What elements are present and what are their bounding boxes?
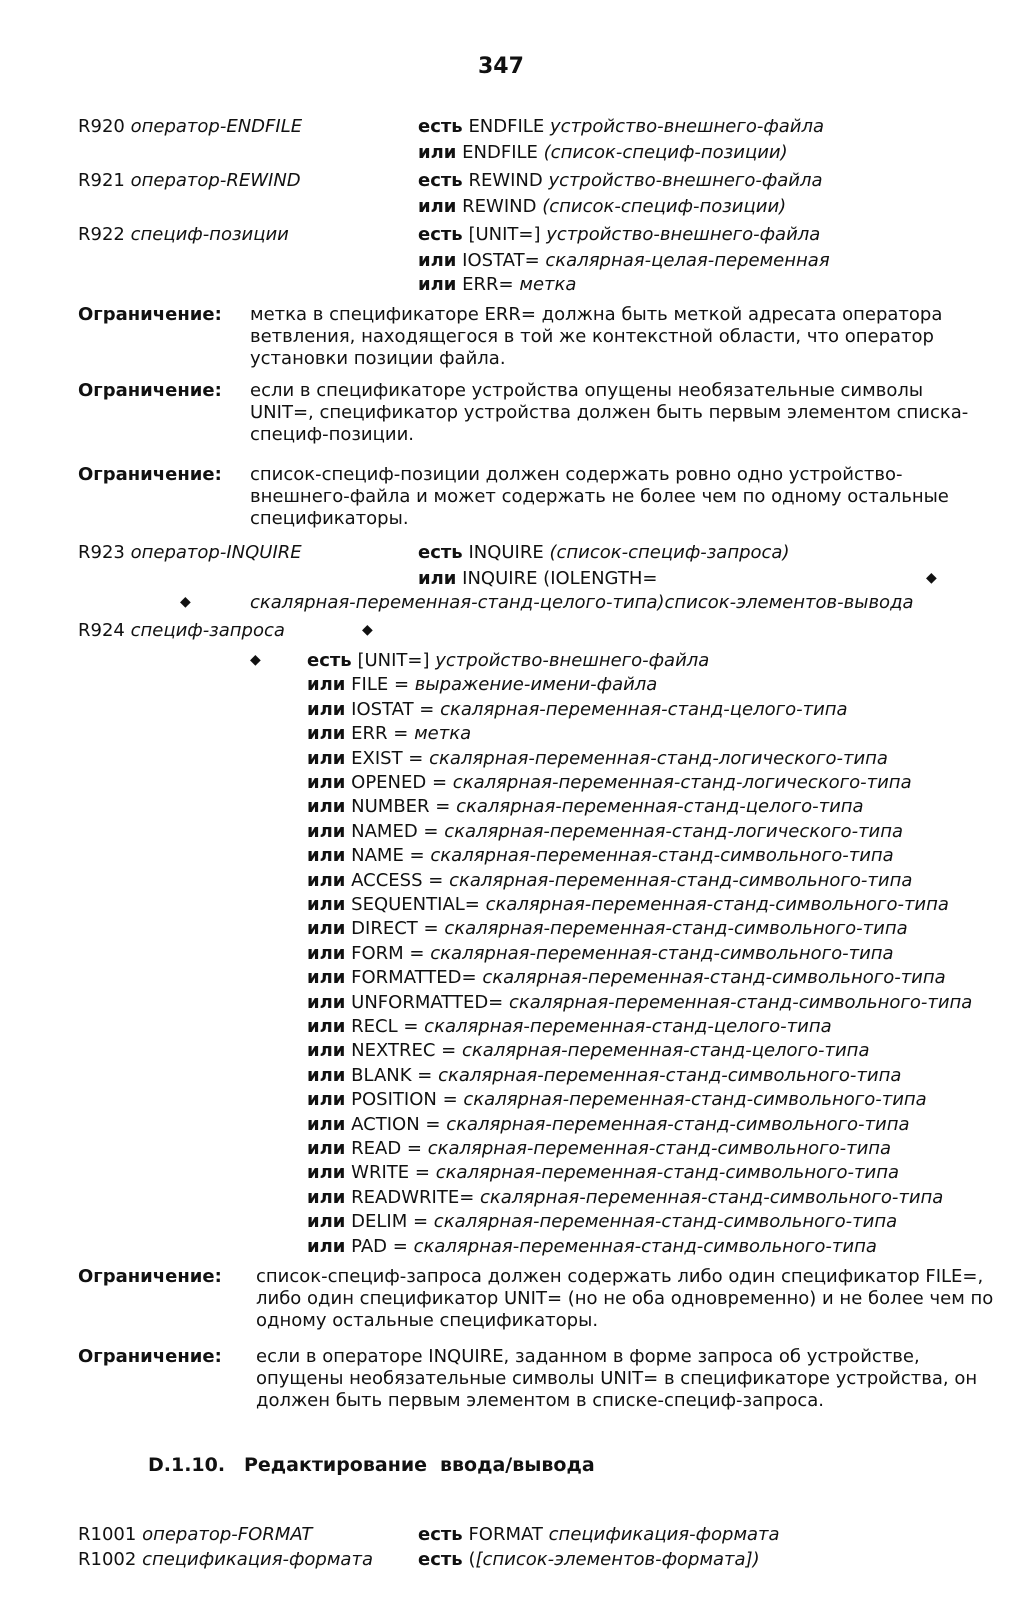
continuation-diamond-icon: ◆: [180, 594, 191, 610]
rule-name: оператор-ENDFILE: [130, 116, 303, 137]
alt-keyword: или: [418, 142, 457, 163]
rule-name: оператор-FORMAT: [142, 1524, 313, 1545]
alt-keyword: или: [307, 748, 346, 769]
constraint-text: список-специф-запроса должен содержать либо один спецификатор FILE=, либо один спецификатор UNIT= (но не оба одновременно) и не более чем по одному остальные спецификаторы.: [256, 1266, 994, 1331]
inquire-spec-alt: [307, 821, 903, 843]
section-title: Редактирование: [244, 1454, 428, 1476]
inquire-spec-alt: [307, 1089, 927, 1111]
constraint-label: Ограничение:: [78, 380, 222, 401]
alt-rest: скалярная-переменная-станд-символьного-типа: [449, 870, 913, 891]
alt-term: FORMATTED=: [351, 967, 477, 988]
alt-rest: (список-специф-позиции): [542, 196, 787, 217]
alt-term: [UNIT=]: [357, 650, 430, 671]
inquire-spec-alt: [307, 1065, 901, 1087]
rule-alt: [418, 1524, 780, 1546]
alt-term: READ =: [351, 1138, 423, 1159]
alt-term: WRITE =: [351, 1162, 430, 1183]
alt-rest: скалярная-переменная-станд-символьного-типа: [427, 1138, 892, 1159]
alt-term: ACTION =: [351, 1114, 441, 1135]
rule-name: оператор-REWIND: [130, 170, 301, 191]
alt-term: (: [468, 1549, 476, 1570]
section-number: D.1.10.: [148, 1454, 226, 1476]
alt-rest: скалярная-целая-переменная: [545, 250, 830, 271]
rule-alt: [418, 250, 830, 272]
rule-id: R1002: [78, 1549, 137, 1570]
alt-term: NAME =: [351, 845, 425, 866]
inquire-spec-alt: [307, 992, 972, 1014]
alt-keyword: или: [307, 845, 346, 866]
rule-id: R921: [78, 170, 125, 191]
constraint-text: если в спецификаторе устройства опущены необязательные символы UNIT=, спецификатор устройства должен быть первым элементом списка-специф-позиции.: [250, 380, 969, 445]
alt-term: BLANK =: [351, 1065, 433, 1086]
alt-term: OPENED =: [351, 772, 448, 793]
alt-rest: [список-элементов-формата]): [475, 1549, 760, 1570]
rule-id: R1001: [78, 1524, 137, 1545]
rule-id: R923: [78, 542, 125, 563]
alt-keyword: есть: [418, 224, 463, 245]
alt-rest: скалярная-переменная-станд-символьного-типа: [446, 1114, 910, 1135]
rule-r920-head: [78, 116, 302, 138]
inquire-spec-alt: [307, 845, 894, 867]
alt-keyword: или: [307, 1138, 346, 1159]
alt-rest: скалярная-переменная-станд-символьного-типа: [482, 967, 946, 988]
alt-rest: скалярная-переменная-станд-символьного-типа: [435, 1162, 900, 1183]
alt-rest: скалярная-переменная-станд-символьного-типа: [463, 1089, 927, 1110]
alt-term: ERR=: [462, 274, 514, 295]
inquire-spec-alt: [307, 772, 912, 794]
alt-rest: выражение-имени-файла: [414, 674, 658, 695]
inquire-spec-alt: [307, 699, 848, 721]
alt-rest: устройство-внешнего-файла: [549, 116, 824, 137]
inquire-spec-alt: [307, 1114, 910, 1136]
rule-r921-head: [78, 170, 301, 192]
inquire-spec-alt: [307, 870, 912, 892]
alt-keyword: или: [307, 1040, 346, 1061]
constraint-label: Ограничение:: [78, 304, 222, 325]
alt-term: IOSTAT=: [462, 250, 540, 271]
inquire-spec-alt: [307, 1162, 899, 1184]
continuation-diamond-icon: ◆: [362, 622, 373, 638]
alt-term: DIRECT =: [351, 918, 439, 939]
rule-alt: [418, 116, 824, 138]
alt-term: IOSTAT =: [351, 699, 435, 720]
alt-keyword: или: [418, 274, 457, 295]
rule-r1001-head: [78, 1524, 312, 1546]
alt-keyword: или: [418, 196, 457, 217]
constraint-label: Ограничение:: [78, 1346, 222, 1367]
constraint-label: Ограничение:: [78, 1266, 222, 1287]
alt-keyword: или: [307, 870, 346, 891]
alt-term: [UNIT=]: [468, 224, 541, 245]
alt-term: FORMAT: [468, 1524, 543, 1545]
alt-rest: (список-специф-позиции): [543, 142, 788, 163]
alt-keyword: или: [307, 1187, 346, 1208]
inquire-spec-alt: [307, 943, 894, 965]
constraint-text: метка в спецификаторе ERR= должна быть меткой адресата оператора ветвления, находящегося в той же контекстной области, что оператор установки позиции файла.: [250, 304, 943, 369]
alt-term: POSITION =: [351, 1089, 458, 1110]
alt-rest: скалярная-переменная-станд-символьного-типа: [480, 1187, 944, 1208]
rule-name: специф-запроса: [130, 620, 285, 641]
alt-keyword: есть: [418, 542, 463, 563]
rule-alt: [418, 568, 657, 590]
alt-term: NAMED =: [351, 821, 439, 842]
rule-id: R924: [78, 620, 125, 641]
alt-keyword: или: [307, 1162, 346, 1183]
alt-keyword: или: [307, 1211, 346, 1232]
alt-rest: скалярная-переменная-станд-целого-типа: [462, 1040, 870, 1061]
alt-rest: метка: [519, 274, 577, 295]
alt-rest: метка: [414, 723, 472, 744]
rule-alt: [418, 1549, 760, 1571]
alt-rest: устройство-внешнего-файла: [548, 170, 823, 191]
rule-alt: [418, 224, 820, 246]
alt-rest: скалярная-переменная-станд-символьного-типа: [413, 1236, 877, 1257]
page-number: 347: [478, 54, 524, 79]
alt-keyword: или: [418, 250, 457, 271]
inquire-spec-alt: [307, 1236, 877, 1258]
rule-id: R922: [78, 224, 125, 245]
continuation-diamond-icon: ◆: [926, 570, 937, 586]
inquire-spec-alt: [307, 1016, 832, 1038]
alt-keyword: или: [307, 772, 346, 793]
alt-keyword: есть: [418, 1524, 463, 1545]
rule-r924-head: [78, 620, 285, 642]
alt-term: RECL =: [351, 1016, 419, 1037]
rule-id: R920: [78, 116, 125, 137]
alt-term: FILE =: [351, 674, 410, 695]
alt-rest: (список-специф-запроса): [549, 542, 790, 563]
alt-term: REWIND: [468, 170, 543, 191]
alt-keyword: или: [307, 1089, 346, 1110]
inquire-spec-alt: [307, 967, 946, 989]
alt-keyword: есть: [418, 170, 463, 191]
inquire-spec-alt: [307, 918, 908, 940]
alt-keyword: или: [418, 568, 457, 589]
alt-keyword: есть: [418, 1549, 463, 1570]
alt-term: ACCESS =: [351, 870, 444, 891]
alt-rest: скалярная-переменная-станд-символьного-типа: [509, 992, 973, 1013]
alt-rest: скалярная-переменная-станд-символьного-типа: [430, 845, 894, 866]
alt-term: ENDFILE: [468, 116, 545, 137]
rule-r923-head: [78, 542, 302, 564]
alt-keyword: или: [307, 1114, 346, 1135]
alt-term: INQUIRE: [468, 542, 544, 563]
alt-keyword: или: [307, 699, 346, 720]
alt-term: EXIST =: [351, 748, 424, 769]
alt-term: ENDFILE: [462, 142, 538, 163]
rule-alt: [418, 542, 789, 564]
alt-term: NEXTREC =: [351, 1040, 457, 1061]
alt-keyword: или: [307, 992, 346, 1013]
rule-name: оператор-INQUIRE: [130, 542, 302, 563]
alt-keyword: или: [307, 894, 346, 915]
inquire-spec-alt: [307, 1040, 869, 1062]
rule-alt: [418, 142, 788, 164]
alt-rest: скалярная-переменная-станд-символьного-типа: [430, 943, 894, 964]
alt-rest: скалярная-переменная-станд-целого-типа: [424, 1016, 832, 1037]
inquire-spec-alt: [307, 894, 949, 916]
alt-rest: спецификация-формата: [548, 1524, 780, 1545]
rule-alt: [418, 274, 576, 296]
rule-name: спецификация-формата: [142, 1549, 373, 1570]
alt-term: READWRITE=: [351, 1187, 475, 1208]
continuation-diamond-icon: ◆: [250, 652, 261, 668]
alt-keyword: или: [307, 1016, 346, 1037]
alt-term: SEQUENTIAL=: [351, 894, 480, 915]
alt-rest: скалярная-переменная-станд-символьного-типа: [438, 1065, 902, 1086]
alt-keyword: или: [307, 796, 346, 817]
inquire-spec-alt: [307, 674, 657, 696]
alt-term: ERR =: [351, 723, 409, 744]
rule-alt: [418, 196, 786, 218]
rule-alt: [418, 170, 823, 192]
rule-continuation: скалярная-переменная-станд-целого-типа)список-элементов-вывода: [250, 592, 914, 613]
alt-rest: скалярная-переменная-станд-логического-типа: [452, 772, 912, 793]
alt-term: UNFORMATTED=: [351, 992, 504, 1013]
section-title-2: ввода/вывода: [440, 1454, 595, 1476]
alt-keyword: или: [307, 1236, 346, 1257]
constraint-text: список-специф-позиции должен содержать ровно одно устройство-внешнего-файла и может содержать не более чем по одному остальные спецификаторы.: [250, 464, 949, 529]
alt-keyword: или: [307, 967, 346, 988]
inquire-spec-alt: [307, 1211, 897, 1233]
alt-term: FORM =: [351, 943, 425, 964]
inquire-spec-alt: [307, 1187, 943, 1209]
alt-keyword: или: [307, 1065, 346, 1086]
rule-r922-head: [78, 224, 289, 246]
alt-keyword: или: [307, 918, 346, 939]
alt-rest: скалярная-переменная-станд-символьного-типа: [485, 894, 949, 915]
alt-term: PAD =: [351, 1236, 408, 1257]
alt-rest: скалярная-переменная-станд-символьного-типа: [433, 1211, 898, 1232]
alt-rest: скалярная-переменная-станд-логического-типа: [429, 748, 888, 769]
alt-rest: устройство-внешнего-файла: [546, 224, 821, 245]
alt-rest: скалярная-переменная-станд-целого-типа: [440, 699, 848, 720]
rule-name: специф-позиции: [130, 224, 289, 245]
alt-rest: скалярная-переменная-станд-целого-типа: [456, 796, 864, 817]
constraint-text: если в операторе INQUIRE, заданном в форме запроса об устройстве, опущены необязательные символы UNIT= в спецификаторе устройства, он должен быть первым элементом в списке-специф-запроса.: [256, 1346, 978, 1411]
alt-keyword: есть: [307, 650, 352, 671]
inquire-spec-alt: [307, 723, 471, 745]
alt-term: DELIM =: [351, 1211, 429, 1232]
alt-rest: скалярная-переменная-станд-логического-типа: [444, 821, 904, 842]
inquire-spec-alt: [307, 748, 888, 770]
alt-rest: скалярная-переменная-станд-символьного-типа: [444, 918, 908, 939]
alt-keyword: или: [307, 821, 346, 842]
alt-term: REWIND: [462, 196, 537, 217]
inquire-spec-alt: [307, 796, 864, 818]
alt-keyword: или: [307, 943, 346, 964]
alt-keyword: есть: [418, 116, 463, 137]
inquire-spec-alt: [307, 650, 709, 672]
constraint-label: Ограничение:: [78, 464, 222, 485]
alt-keyword: или: [307, 723, 346, 744]
alt-term: NUMBER =: [351, 796, 451, 817]
rule-r1002-head: [78, 1549, 373, 1571]
alt-term: INQUIRE (IOLENGTH=: [462, 568, 658, 589]
alt-keyword: или: [307, 674, 346, 695]
inquire-spec-alt: [307, 1138, 891, 1160]
alt-rest: устройство-внешнего-файла: [435, 650, 710, 671]
